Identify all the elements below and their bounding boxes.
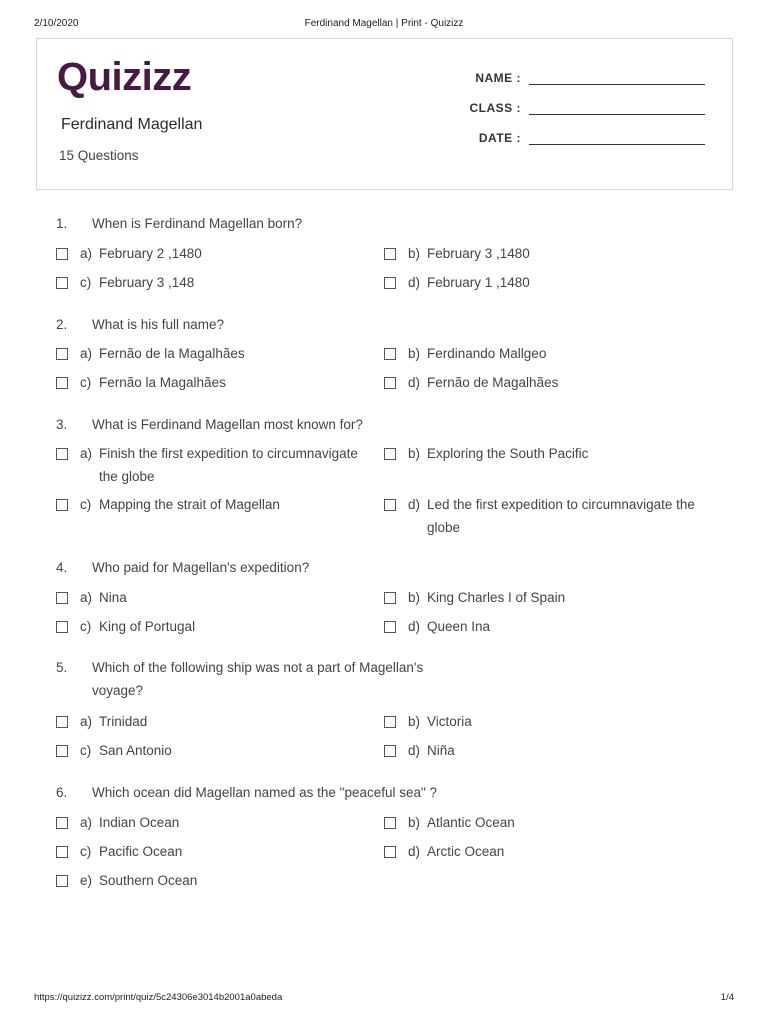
checkbox[interactable] bbox=[56, 846, 68, 858]
option-5d[interactable] bbox=[384, 740, 707, 763]
print-page-title: Ferdinand Magellan | Print - Quizizz bbox=[304, 18, 464, 29]
checkbox[interactable] bbox=[384, 377, 396, 389]
name-label: NAME : bbox=[475, 71, 521, 85]
option-1c[interactable] bbox=[56, 272, 379, 295]
option-text: Finish the first expedition to circumnavigate the globe bbox=[99, 446, 358, 484]
checkbox[interactable] bbox=[384, 817, 396, 829]
option-letter: b) bbox=[408, 714, 421, 729]
checkbox[interactable] bbox=[56, 621, 68, 633]
option-letter: d) bbox=[408, 375, 421, 390]
option-text: Victoria bbox=[427, 714, 472, 729]
checkbox[interactable] bbox=[56, 499, 68, 511]
option-letter: c) bbox=[80, 275, 92, 290]
option-letter: b) bbox=[408, 815, 421, 830]
option-letter: a) bbox=[80, 815, 93, 830]
option-text: King Charles I of Spain bbox=[427, 590, 566, 605]
checkbox[interactable] bbox=[56, 592, 68, 604]
name-line[interactable] bbox=[529, 71, 705, 85]
quiz-title: Ferdinand Magellan bbox=[61, 116, 203, 133]
question-number: 3. bbox=[56, 417, 68, 432]
checkbox[interactable] bbox=[384, 277, 396, 289]
question-text: What is his full name? bbox=[92, 317, 225, 332]
checkbox[interactable] bbox=[384, 745, 396, 757]
question-3 bbox=[56, 413, 462, 436]
question-text: When is Ferdinand Magellan born? bbox=[92, 216, 303, 231]
checkbox[interactable] bbox=[56, 875, 68, 887]
question-number: 1. bbox=[56, 216, 68, 231]
option-1a[interactable] bbox=[56, 243, 379, 266]
page-number: 1/4 bbox=[720, 992, 734, 1003]
option-letter: d) bbox=[408, 743, 421, 758]
option-5a[interactable] bbox=[56, 711, 379, 734]
option-4d[interactable] bbox=[384, 616, 707, 639]
option-4c[interactable] bbox=[56, 616, 379, 639]
option-text: Fernão de Magalhães bbox=[427, 375, 559, 390]
option-text: Exploring the South Pacific bbox=[427, 446, 589, 461]
class-field bbox=[457, 101, 705, 115]
option-text: San Antonio bbox=[99, 743, 172, 758]
option-text: Pacific Ocean bbox=[99, 844, 183, 859]
option-letter: a) bbox=[80, 346, 93, 361]
option-letter: b) bbox=[408, 590, 421, 605]
name-field bbox=[457, 71, 705, 85]
question-number: 2. bbox=[56, 317, 68, 332]
question-text: Who paid for Magellan's expedition? bbox=[92, 560, 310, 575]
option-letter: c) bbox=[80, 497, 92, 512]
date-label: DATE : bbox=[478, 131, 521, 145]
option-text: Fernão la Magalhães bbox=[99, 375, 226, 390]
option-letter: d) bbox=[408, 497, 421, 512]
checkbox[interactable] bbox=[384, 592, 396, 604]
question-text: Which of the following ship was not a part of Magellan's voyage? bbox=[92, 660, 424, 698]
option-letter: c) bbox=[80, 375, 92, 390]
date-line[interactable] bbox=[529, 131, 705, 145]
question-6 bbox=[56, 781, 512, 804]
checkbox[interactable] bbox=[384, 248, 396, 260]
checkbox[interactable] bbox=[56, 745, 68, 757]
option-1d[interactable] bbox=[384, 272, 707, 295]
question-number: 6. bbox=[56, 785, 68, 800]
class-line[interactable] bbox=[529, 101, 705, 115]
option-letter: c) bbox=[80, 743, 92, 758]
option-letter: a) bbox=[80, 590, 93, 605]
checkbox[interactable] bbox=[56, 277, 68, 289]
checkbox[interactable] bbox=[384, 621, 396, 633]
checkbox[interactable] bbox=[56, 248, 68, 260]
quiz-header-card bbox=[36, 38, 733, 190]
option-6b[interactable] bbox=[384, 812, 707, 835]
option-6d[interactable] bbox=[384, 841, 707, 864]
option-1b[interactable] bbox=[384, 243, 707, 266]
option-2a[interactable] bbox=[56, 343, 379, 366]
option-3c[interactable] bbox=[56, 494, 379, 517]
option-letter: d) bbox=[408, 275, 421, 290]
checkbox[interactable] bbox=[384, 448, 396, 460]
question-count: 15 Questions bbox=[59, 148, 139, 163]
option-letter: a) bbox=[80, 246, 93, 261]
checkbox[interactable] bbox=[56, 377, 68, 389]
option-text: Led the first expedition to circumnavigate the globe bbox=[427, 497, 695, 535]
option-6e[interactable] bbox=[56, 870, 379, 893]
question-text: What is Ferdinand Magellan most known for? bbox=[92, 417, 363, 432]
question-2 bbox=[56, 313, 462, 336]
option-4b[interactable] bbox=[384, 587, 707, 610]
option-5c[interactable] bbox=[56, 740, 379, 763]
print-date: 2/10/2020 bbox=[34, 18, 79, 29]
option-3d[interactable] bbox=[384, 494, 727, 539]
option-letter: a) bbox=[80, 446, 93, 461]
question-5 bbox=[56, 656, 452, 702]
option-3b[interactable] bbox=[384, 443, 707, 466]
option-6c[interactable] bbox=[56, 841, 379, 864]
option-text: Trinidad bbox=[99, 714, 148, 729]
option-text: Fernão de la Magalhães bbox=[99, 346, 245, 361]
question-number: 4. bbox=[56, 560, 68, 575]
checkbox[interactable] bbox=[384, 846, 396, 858]
option-text: Southern Ocean bbox=[99, 873, 198, 888]
option-text: Atlantic Ocean bbox=[427, 815, 515, 830]
option-text: February 2 ,1480 bbox=[99, 246, 202, 261]
question-number: 5. bbox=[56, 660, 68, 675]
option-text: Ferdinando Mallgeo bbox=[427, 346, 547, 361]
option-letter: c) bbox=[80, 844, 92, 859]
option-text: February 3 ,1480 bbox=[427, 246, 530, 261]
checkbox[interactable] bbox=[56, 448, 68, 460]
checkbox[interactable] bbox=[56, 716, 68, 728]
option-letter: b) bbox=[408, 346, 421, 361]
checkbox[interactable] bbox=[56, 348, 68, 360]
option-6a[interactable] bbox=[56, 812, 379, 835]
option-4a[interactable] bbox=[56, 587, 379, 610]
option-2b[interactable] bbox=[384, 343, 707, 366]
option-letter: b) bbox=[408, 446, 421, 461]
question-text: Which ocean did Magellan named as the "peaceful sea" ? bbox=[92, 785, 438, 800]
class-label: CLASS : bbox=[469, 101, 521, 115]
option-text: Queen Ina bbox=[427, 619, 491, 634]
option-letter: e) bbox=[80, 873, 93, 888]
option-text: Nina bbox=[99, 590, 127, 605]
question-1 bbox=[56, 212, 462, 235]
option-text: Arctic Ocean bbox=[427, 844, 505, 859]
option-text: Niña bbox=[427, 743, 455, 758]
question-4 bbox=[56, 556, 462, 579]
checkbox[interactable] bbox=[384, 348, 396, 360]
option-2d[interactable] bbox=[384, 372, 707, 395]
option-2c[interactable] bbox=[56, 372, 379, 395]
option-text: Indian Ocean bbox=[99, 815, 180, 830]
option-letter: b) bbox=[408, 246, 421, 261]
date-field bbox=[457, 131, 705, 145]
print-url: https://quizizz.com/print/quiz/5c24306e3014b2001a0abeda bbox=[34, 992, 283, 1003]
option-letter: d) bbox=[408, 844, 421, 859]
option-letter: c) bbox=[80, 619, 92, 634]
option-text: February 3 ,148 bbox=[99, 275, 195, 290]
checkbox[interactable] bbox=[56, 817, 68, 829]
checkbox[interactable] bbox=[384, 716, 396, 728]
quizizz-logo: Quizizz bbox=[57, 55, 192, 99]
option-letter: a) bbox=[80, 714, 93, 729]
option-letter: d) bbox=[408, 619, 421, 634]
checkbox[interactable] bbox=[384, 499, 396, 511]
option-text: Mapping the strait of Magellan bbox=[99, 497, 280, 512]
option-5b[interactable] bbox=[384, 711, 707, 734]
option-text: February 1 ,1480 bbox=[427, 275, 530, 290]
option-text: King of Portugal bbox=[99, 619, 196, 634]
option-3a[interactable] bbox=[56, 443, 379, 488]
